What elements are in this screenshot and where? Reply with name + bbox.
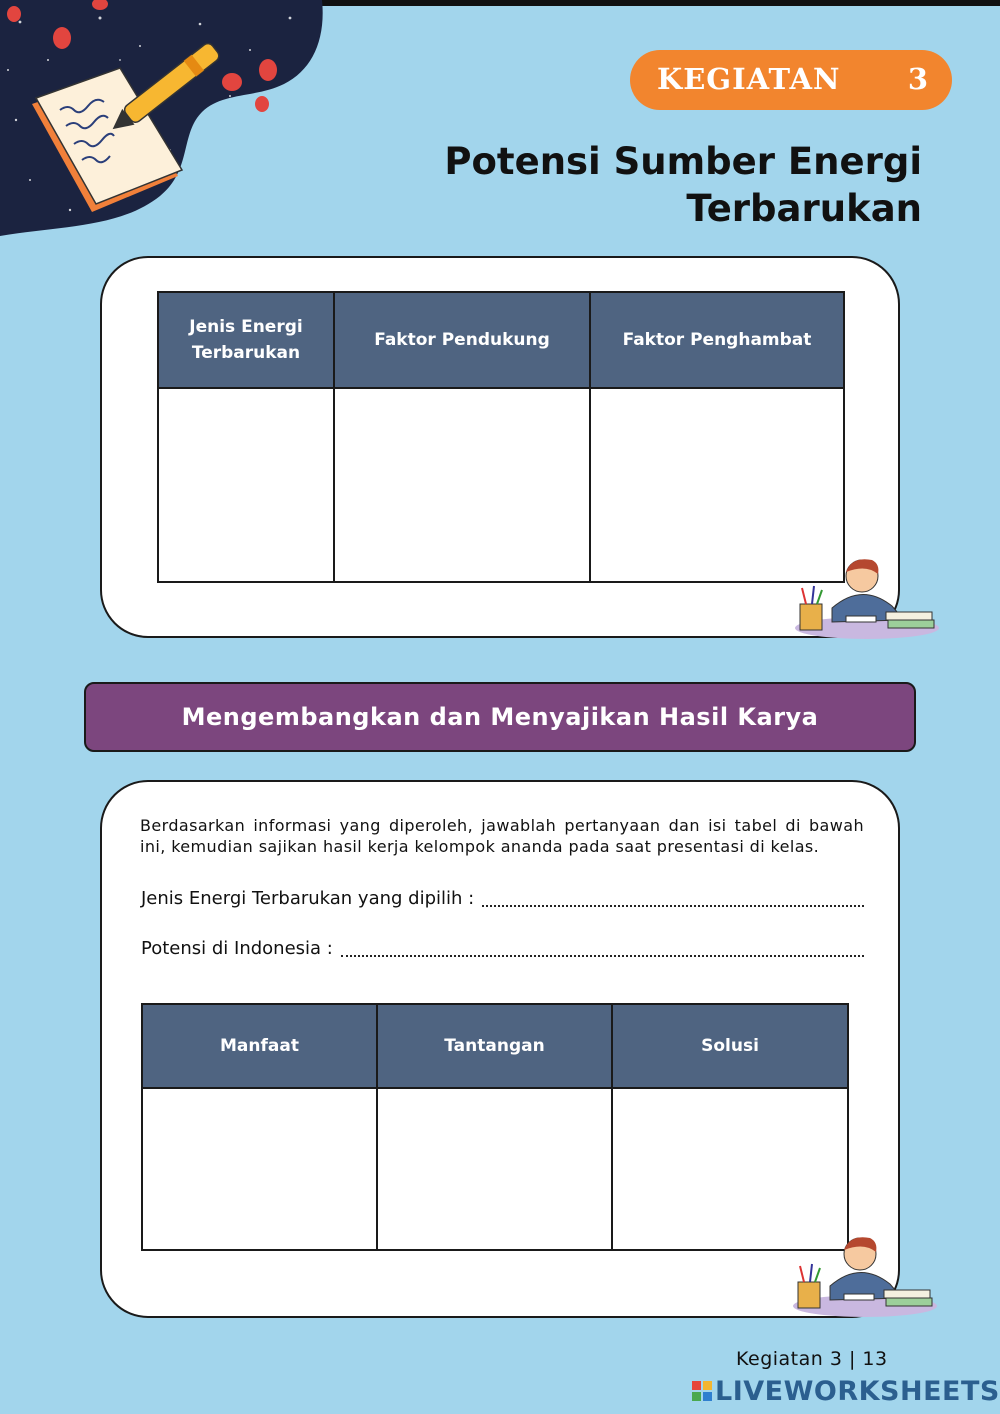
field-jenis-energi-answer-line[interactable] xyxy=(482,889,864,907)
header-solusi: Solusi xyxy=(612,1004,848,1088)
field-potensi xyxy=(141,938,864,959)
liveworksheets-logo[interactable] xyxy=(692,1376,1000,1406)
activity-badge xyxy=(630,50,952,110)
field-potensi-label: Potensi di Indonesia : xyxy=(141,938,333,959)
field-potensi-answer-line[interactable] xyxy=(341,939,864,957)
header-tantangan: Tantangan xyxy=(377,1004,612,1088)
studying-boy-illustration xyxy=(792,548,942,640)
liveworksheets-wordmark: LIVEWORKSHEETS xyxy=(715,1375,1000,1407)
field-jenis-energi xyxy=(141,888,864,909)
header-manfaat: Manfaat xyxy=(142,1004,377,1088)
header-jenis-energi: Jenis Energi Terbarukan xyxy=(158,292,334,388)
badge-label: KEGIATAN xyxy=(657,62,841,96)
energy-factors-table xyxy=(157,291,845,583)
notebook-pen-illustration xyxy=(0,0,330,240)
page-footer: Kegiatan 3 | 13 xyxy=(736,1348,888,1370)
section-banner: Mengembangkan dan Menyajikan Hasil Karya xyxy=(84,682,916,752)
studying-boy-illustration xyxy=(790,1226,940,1318)
header-faktor-pendukung: Faktor Pendukung xyxy=(334,292,590,388)
badge-number: 3 xyxy=(907,62,928,96)
title-line-2: Terbarukan xyxy=(686,187,922,230)
answer-cell-manfaat[interactable] xyxy=(142,1088,377,1250)
liveworksheets-icon xyxy=(692,1381,712,1401)
title-line-1: Potensi Sumber Energi xyxy=(444,140,922,183)
page-title xyxy=(402,138,922,232)
answer-cell-faktor-pendukung[interactable] xyxy=(334,388,590,582)
benefits-table xyxy=(141,1003,849,1251)
instructions-text: Berdasarkan informasi yang diperoleh, jawablah pertanyaan dan isi tabel di bawah ini, kemudian sajikan hasil kerja kelompok ananda pada saat presentasi di kelas. xyxy=(140,816,864,856)
answer-cell-tantangan[interactable] xyxy=(377,1088,612,1250)
answer-cell-jenis-energi[interactable] xyxy=(158,388,334,582)
field-jenis-energi-label: Jenis Energi Terbarukan yang dipilih : xyxy=(141,888,475,909)
header-faktor-penghambat: Faktor Penghambat xyxy=(590,292,844,388)
